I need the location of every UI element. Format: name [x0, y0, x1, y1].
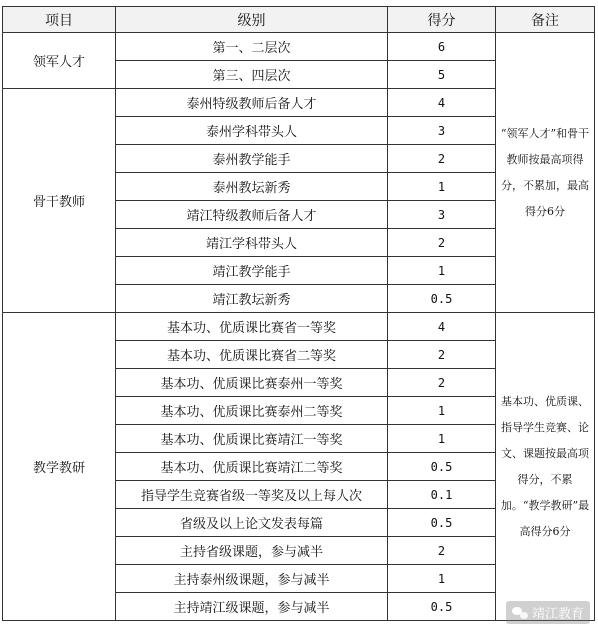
level-cell: 主持靖江级课题，参与减半 — [116, 593, 388, 621]
level-cell: 基本功、优质课比赛泰州一等奖 — [116, 369, 388, 397]
score-cell: 0.5 — [388, 285, 496, 313]
level-cell: 省级及以上论文发表每篇 — [116, 509, 388, 537]
level-cell: 泰州学科带头人 — [116, 117, 388, 145]
score-cell: 3 — [388, 117, 496, 145]
note-teaching-research: 基本功、优质课、指导学生竞赛、论文、课题按最高项得分，不累加。“教学教研”最高得分6分 — [496, 313, 595, 621]
header-note: 备注 — [496, 7, 595, 33]
score-cell: 2 — [388, 341, 496, 369]
scoring-table — [2, 6, 595, 621]
score-cell: 1 — [388, 257, 496, 285]
score-cell: 1 — [388, 173, 496, 201]
category-leader: 领军人才 — [3, 33, 116, 89]
score-cell: 0.5 — [388, 453, 496, 481]
level-cell: 基本功、优质课比赛靖江二等奖 — [116, 453, 388, 481]
level-cell: 靖江教坛新秀 — [116, 285, 388, 313]
category-teaching-research: 教学教研 — [3, 313, 116, 621]
watermark — [506, 601, 590, 624]
level-cell: 基本功、优质课比赛省二等奖 — [116, 341, 388, 369]
header-level: 级别 — [116, 7, 388, 33]
header-row — [3, 7, 595, 33]
score-cell: 6 — [388, 33, 496, 61]
category-backbone: 骨干教师 — [3, 89, 116, 313]
score-cell: 1 — [388, 425, 496, 453]
level-cell: 靖江特级教师后备人才 — [116, 201, 388, 229]
level-cell: 靖江教学能手 — [116, 257, 388, 285]
level-cell: 第三、四层次 — [116, 61, 388, 89]
score-cell: 0.5 — [388, 509, 496, 537]
score-cell: 0.5 — [388, 593, 496, 621]
score-cell: 2 — [388, 369, 496, 397]
table-row — [3, 33, 595, 61]
level-cell: 基本功、优质课比赛省一等奖 — [116, 313, 388, 341]
score-cell: 1 — [388, 565, 496, 593]
header-item: 项目 — [3, 7, 116, 33]
score-cell: 3 — [388, 201, 496, 229]
score-cell: 4 — [388, 313, 496, 341]
level-cell: 泰州教学能手 — [116, 145, 388, 173]
score-cell: 5 — [388, 61, 496, 89]
level-cell: 泰州特级教师后备人才 — [116, 89, 388, 117]
level-cell: 主持泰州级课题，参与减半 — [116, 565, 388, 593]
score-cell: 2 — [388, 145, 496, 173]
level-cell: 主持省级课题，参与减半 — [116, 537, 388, 565]
score-cell: 0.1 — [388, 481, 496, 509]
watermark-text: 靖江教育 — [531, 607, 584, 622]
table-row — [3, 313, 595, 341]
level-cell: 基本功、优质课比赛靖江一等奖 — [116, 425, 388, 453]
score-cell: 2 — [388, 537, 496, 565]
level-cell: 靖江学科带头人 — [116, 229, 388, 257]
header-score: 得分 — [388, 7, 496, 33]
level-cell: 泰州教坛新秀 — [116, 173, 388, 201]
score-cell: 2 — [388, 229, 496, 257]
score-cell: 4 — [388, 89, 496, 117]
level-cell: 基本功、优质课比赛泰州二等奖 — [116, 397, 388, 425]
wechat-icon — [512, 606, 528, 620]
level-cell: 指导学生竞赛省级一等奖及以上每人次 — [116, 481, 388, 509]
note-leader-backbone: “领军人才”和骨干教师按最高项得分，不累加，最高得分6分 — [496, 33, 595, 313]
level-cell: 第一、二层次 — [116, 33, 388, 61]
score-cell: 1 — [388, 397, 496, 425]
